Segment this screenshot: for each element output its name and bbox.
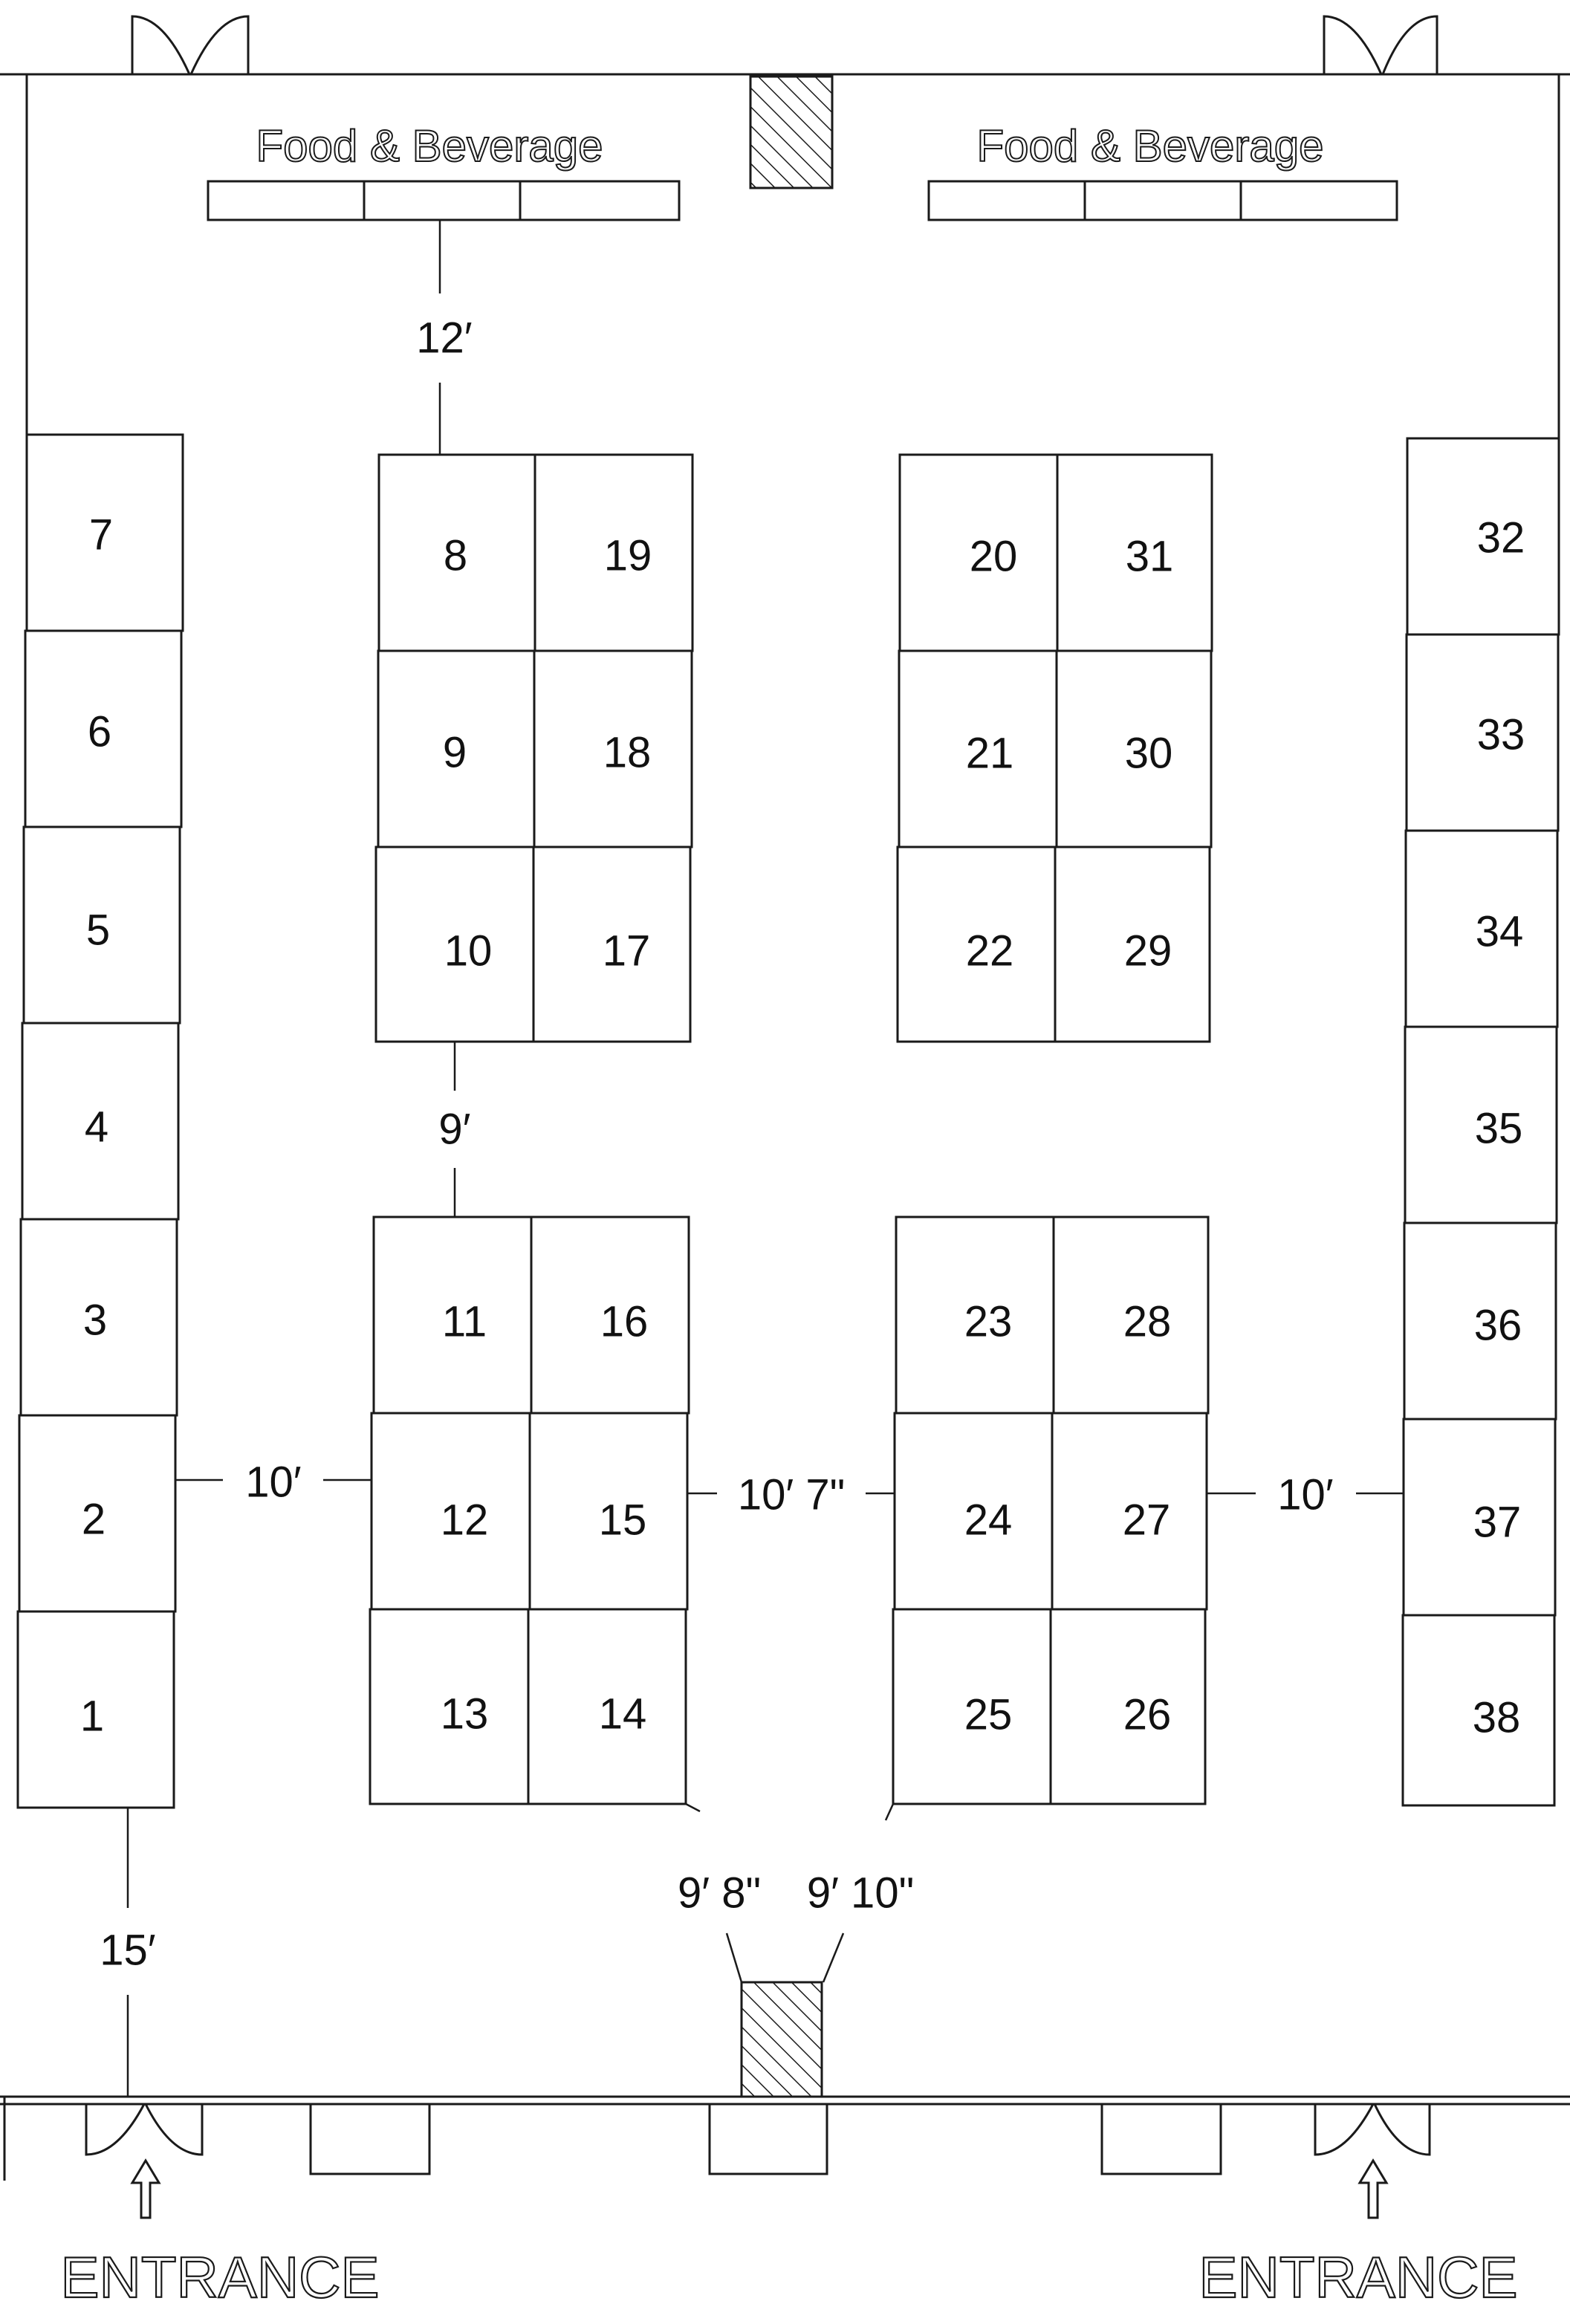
- booth-24-number: 24: [964, 1496, 1013, 1545]
- booth-28-number: 28: [1123, 1297, 1172, 1346]
- booth-11-number: 11: [441, 1297, 487, 1346]
- booth-31-number: 31: [1125, 532, 1174, 581]
- booth-1-number: 1: [80, 1692, 105, 1741]
- hall-walls: [0, 74, 1570, 2181]
- booth-16-number: 16: [600, 1297, 649, 1346]
- food-table: [364, 181, 520, 220]
- left-wall-booths: [18, 435, 183, 1808]
- right-wall-booths: [1403, 438, 1559, 1805]
- dimension-right-aisle: 10′: [1277, 1470, 1334, 1519]
- booth-15-number: 15: [598, 1496, 647, 1545]
- island-c-booths: [370, 1217, 689, 1804]
- booth-34-number: 34: [1475, 907, 1524, 956]
- food-beverage-right: [929, 121, 1397, 220]
- booth-32-number: 32: [1476, 513, 1525, 562]
- dimension-middle-aisle: 9′: [438, 1105, 471, 1154]
- booth-21-number: 21: [965, 729, 1014, 778]
- food-beverage-left: [208, 121, 679, 220]
- island-d-booths: [893, 1217, 1208, 1804]
- booth-13-number: 13: [440, 1690, 489, 1739]
- food-table: [208, 181, 364, 220]
- booth-25-number: 25: [964, 1690, 1013, 1739]
- booth-33-number: 33: [1476, 710, 1525, 759]
- food-beverage-right-label: Food & Beverage: [976, 121, 1324, 171]
- booth-36-number: 36: [1473, 1301, 1522, 1350]
- booth-37-number: 37: [1473, 1498, 1522, 1547]
- booth-19-number: 19: [603, 531, 652, 580]
- top-left-door-icon[interactable]: [132, 16, 248, 74]
- entrance-right[interactable]: [1198, 2104, 1517, 2310]
- booth-23-number: 23: [964, 1297, 1013, 1346]
- entrance-left-arrow-icon: [132, 2161, 159, 2218]
- booth-12-number: 12: [440, 1496, 489, 1545]
- entrance-right-door-icon[interactable]: [1315, 2104, 1430, 2155]
- food-table: [520, 181, 679, 220]
- dimension-bottom-right-gap: 9′ 10": [806, 1869, 915, 1918]
- booth-17-number: 17: [602, 926, 651, 976]
- dimension-top-aisle: 12′: [416, 314, 473, 363]
- dimension-center-aisle: 10′ 7": [737, 1470, 846, 1519]
- dimension-left-aisle: 10′: [245, 1458, 302, 1507]
- dimension-bottom-left-gap: 9′ 8": [677, 1869, 762, 1918]
- dimension-entrance-aisle: 15′: [100, 1926, 156, 1975]
- top-column-block: [750, 77, 832, 188]
- booth-5-number: 5: [85, 906, 111, 955]
- entrance-right-arrow-icon: [1360, 2161, 1386, 2218]
- booth-2-number: 2: [81, 1495, 106, 1544]
- booth-7-number: 7: [88, 510, 114, 559]
- booth-27-number: 27: [1122, 1496, 1171, 1545]
- wall-fixture: [710, 2104, 827, 2174]
- booth-20-number: 20: [969, 532, 1018, 581]
- booth-10-number: 10: [444, 926, 493, 976]
- booth-6-number: 6: [87, 707, 112, 756]
- island-a-booths: [376, 455, 692, 1042]
- entrance-left-label: ENTRANCE: [60, 2245, 380, 2310]
- booth-30-number: 30: [1124, 729, 1173, 778]
- island-b-booths: [898, 455, 1212, 1042]
- booth-4-number: 4: [84, 1103, 109, 1152]
- booth-29-number: 29: [1123, 926, 1172, 976]
- booth-18-number: 18: [603, 728, 652, 777]
- entrance-right-label: ENTRANCE: [1198, 2245, 1518, 2310]
- booth-22-number: 22: [965, 926, 1014, 976]
- booth-38-number: 38: [1472, 1693, 1521, 1742]
- booth-3-number: 3: [82, 1296, 108, 1345]
- entrance-left-door-icon[interactable]: [86, 2104, 202, 2155]
- booth-26-number: 26: [1123, 1690, 1172, 1739]
- booth-35-number: 35: [1474, 1104, 1523, 1153]
- booth-14-number: 14: [598, 1690, 647, 1739]
- wall-fixture: [311, 2104, 429, 2174]
- bottom-column-block: [742, 1982, 822, 2097]
- food-table: [1241, 181, 1397, 220]
- food-beverage-left-label: Food & Beverage: [256, 121, 603, 171]
- bottom-wall-fixtures: [311, 2104, 1221, 2174]
- food-table: [1085, 181, 1241, 220]
- booth-8-number: 8: [443, 531, 468, 580]
- booth-9-number: 9: [442, 728, 467, 777]
- wall-fixture: [1102, 2104, 1221, 2174]
- food-table: [929, 181, 1085, 220]
- top-right-door-icon[interactable]: [1324, 16, 1437, 74]
